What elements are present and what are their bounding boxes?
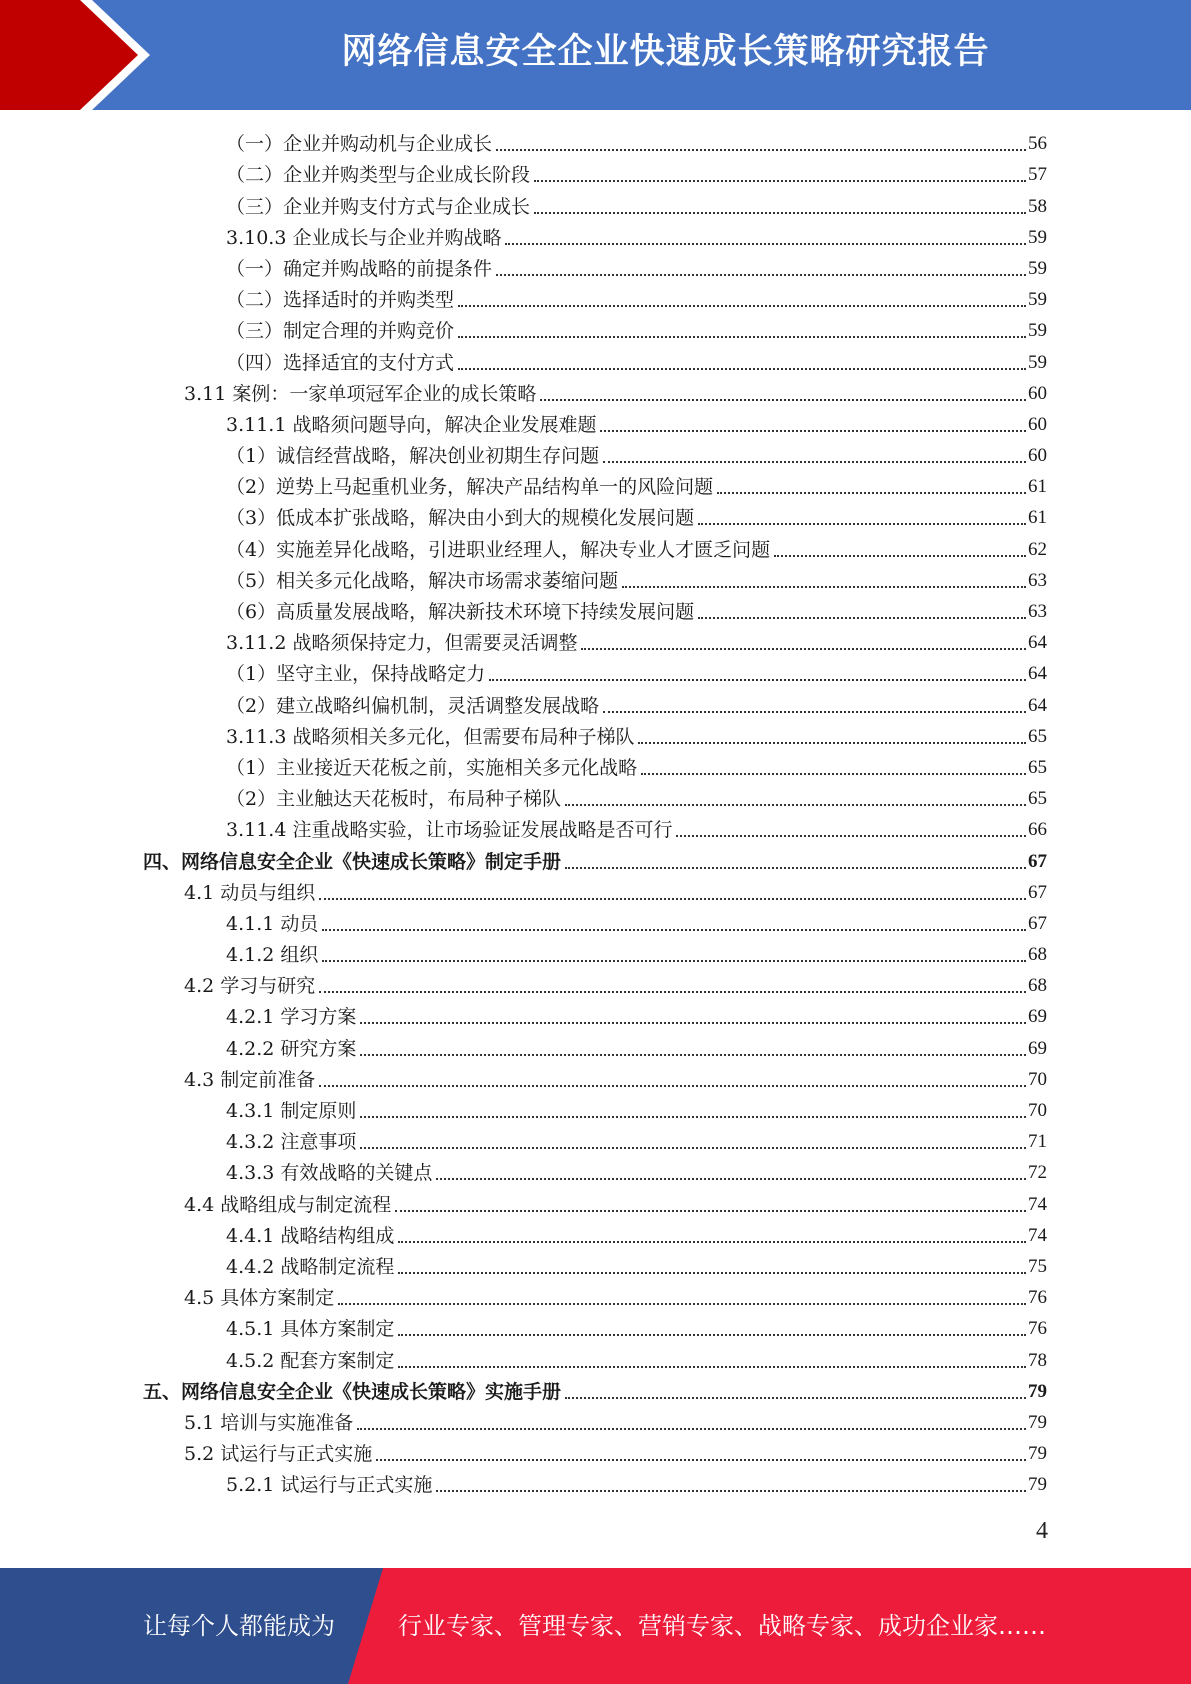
toc-entry[interactable] (0, 1469, 1191, 1500)
toc-entry[interactable] (0, 1344, 1191, 1375)
toc-entry-page: 68 (1028, 944, 1047, 966)
toc-entry-title: （2）建立战略纠偏机制，灵活调整发展战略 (226, 694, 600, 717)
toc-entry-title: 4.4 战略组成与制定流程 (184, 1193, 392, 1216)
toc-dot-leader (458, 336, 1026, 338)
toc-entry-title: 5.1 培训与实施准备 (184, 1411, 354, 1434)
toc-entry-page: 79 (1028, 1474, 1047, 1496)
toc-entry-page: 64 (1028, 632, 1047, 654)
toc-dot-leader (319, 991, 1026, 993)
toc-entry[interactable] (0, 1188, 1191, 1219)
toc-entry[interactable] (0, 409, 1191, 440)
toc-entry[interactable] (0, 970, 1191, 1001)
toc-dot-leader (717, 492, 1026, 494)
toc-entry-page: 65 (1028, 725, 1047, 747)
toc-entry-title: （3）低成本扩张战略，解决由小到大的规模化发展问题 (226, 507, 695, 530)
toc-dot-leader (338, 1303, 1026, 1305)
toc-entry-title: 4.1.2 组织 (226, 944, 319, 967)
toc-entry-title: 4.3 制定前准备 (184, 1068, 316, 1091)
toc-entry-title: （二）选择适时的并购类型 (226, 289, 455, 312)
toc-entry-title: 4.3.2 注意事项 (226, 1131, 357, 1154)
toc-entry[interactable] (0, 783, 1191, 814)
toc-entry-page: 59 (1028, 289, 1047, 311)
toc-entry-title: 4.1 动员与组织 (184, 881, 316, 904)
toc-entry-page: 75 (1028, 1255, 1047, 1277)
toc-entry-title: 4.1.1 动员 (226, 912, 319, 935)
toc-entry-title: 3.11.3 战略须相关多元化，但需要布局种子梯队 (226, 725, 635, 748)
toc-dot-leader (581, 648, 1026, 650)
toc-dot-leader (698, 523, 1026, 525)
toc-entry-title: （二）企业并购类型与企业成长阶段 (226, 164, 531, 187)
toc-dot-leader (774, 555, 1026, 557)
toc-entry-page: 79 (1028, 1411, 1047, 1433)
toc-entry-title: （2）逆势上马起重机业务，解决产品结构单一的风险问题 (226, 476, 714, 499)
toc-entry-page: 58 (1028, 195, 1047, 217)
toc-dot-leader (398, 1241, 1026, 1243)
report-title: 网络信息安全企业快速成长策略研究报告 (341, 32, 990, 72)
toc-entry[interactable] (0, 190, 1191, 221)
toc-entry[interactable] (0, 1064, 1191, 1095)
toc-entry[interactable] (0, 315, 1191, 346)
toc-entry-title: （三）制定合理的并购竞价 (226, 320, 455, 343)
toc-entry[interactable] (0, 1313, 1191, 1344)
toc-entry[interactable] (0, 346, 1191, 377)
table-of-contents (0, 128, 1191, 1500)
toc-entry-title: （5）相关多元化战略，解决市场需求萎缩问题 (226, 569, 619, 592)
toc-dot-leader (698, 617, 1026, 619)
toc-entry-page: 67 (1028, 850, 1047, 872)
toc-entry[interactable] (0, 596, 1191, 627)
toc-dot-leader (489, 679, 1026, 681)
toc-entry-title: 5.2.1 试运行与正式实施 (226, 1474, 433, 1497)
toc-entry[interactable] (0, 1282, 1191, 1313)
toc-dot-leader (600, 430, 1026, 432)
toc-entry[interactable] (0, 877, 1191, 908)
toc-entry-title: 4.2.1 学习方案 (226, 1006, 357, 1029)
toc-entry-page: 59 (1028, 351, 1047, 373)
toc-entry[interactable] (0, 128, 1191, 159)
toc-entry-page: 71 (1028, 1131, 1047, 1153)
toc-entry-page: 61 (1028, 476, 1047, 498)
toc-dot-leader (565, 1397, 1026, 1399)
toc-entry-page: 66 (1028, 819, 1047, 841)
toc-entry-page: 74 (1028, 1224, 1047, 1246)
toc-entry-title: 3.11.4 注重战略实验，让市场验证发展战略是否可行 (226, 819, 673, 842)
toc-entry[interactable] (0, 440, 1191, 471)
toc-dot-leader (534, 180, 1026, 182)
toc-entry-title: （1）坚守主业，保持战略定力 (226, 663, 486, 686)
toc-entry-title: （1）主业接近天花板之前，实施相关多元化战略 (226, 756, 638, 779)
toc-entry-title: 4.5.1 具体方案制定 (226, 1318, 395, 1341)
toc-dot-leader (398, 1334, 1026, 1336)
toc-dot-leader (360, 1054, 1026, 1056)
toc-dot-leader (565, 804, 1026, 806)
toc-entry-page: 64 (1028, 663, 1047, 685)
toc-entry-page: 59 (1028, 226, 1047, 248)
toc-entry[interactable] (0, 689, 1191, 720)
toc-entry-page: 63 (1028, 569, 1047, 591)
toc-entry[interactable] (0, 253, 1191, 284)
toc-entry[interactable] (0, 908, 1191, 939)
toc-entry[interactable] (0, 1157, 1191, 1188)
toc-entry-page: 59 (1028, 320, 1047, 342)
toc-entry-page: 78 (1028, 1349, 1047, 1371)
toc-dot-leader (676, 835, 1026, 837)
toc-entry[interactable] (0, 814, 1191, 845)
toc-entry-title: 4.4.2 战略制定流程 (226, 1255, 395, 1278)
toc-entry-title: 4.3.1 制定原则 (226, 1100, 357, 1122)
toc-dot-leader (376, 1459, 1026, 1461)
toc-entry-page: 60 (1028, 445, 1047, 467)
toc-dot-leader (641, 773, 1026, 775)
toc-entry-page: 69 (1028, 1006, 1047, 1028)
toc-entry-page: 60 (1028, 413, 1047, 435)
toc-entry-page: 56 (1028, 133, 1047, 155)
toc-dot-leader (505, 243, 1026, 245)
toc-entry-page: 67 (1028, 912, 1047, 934)
toc-entry[interactable] (0, 222, 1191, 253)
toc-dot-leader (458, 368, 1026, 370)
toc-entry-title: 4.4.1 战略结构组成 (226, 1224, 395, 1247)
toc-entry-page: 61 (1028, 507, 1047, 529)
toc-entry-page: 65 (1028, 788, 1047, 810)
toc-entry-title: （一）企业并购动机与企业成长 (226, 133, 493, 156)
toc-entry-title: （三）企业并购支付方式与企业成长 (226, 195, 531, 218)
toc-entry-page: 79 (1028, 1443, 1047, 1465)
toc-dot-leader (360, 1116, 1026, 1118)
toc-entry[interactable] (0, 1376, 1191, 1407)
toc-entry-page: 65 (1028, 756, 1047, 778)
toc-entry[interactable] (0, 658, 1191, 689)
toc-entry[interactable] (0, 721, 1191, 752)
toc-entry-page: 67 (1028, 881, 1047, 903)
toc-entry[interactable] (0, 1407, 1191, 1438)
toc-entry-title: （4）实施差异化战略，引进职业经理人，解决专业人才匮乏问题 (226, 538, 771, 561)
toc-entry-title: （一）确定并购战略的前提条件 (226, 257, 493, 280)
toc-entry[interactable] (0, 1220, 1191, 1251)
toc-dot-leader (319, 1085, 1026, 1087)
toc-entry-title: （2）主业触达天花板时，布局种子梯队 (226, 788, 562, 811)
toc-dot-leader (534, 212, 1026, 214)
toc-dot-leader (638, 742, 1026, 744)
toc-entry[interactable] (0, 284, 1191, 315)
toc-entry[interactable] (0, 1438, 1191, 1469)
toc-entry-title: 五、网络信息安全企业《快速成长策略》实施手册 (143, 1380, 562, 1403)
toc-entry-page: 57 (1028, 164, 1047, 186)
toc-dot-leader (395, 1210, 1026, 1212)
toc-entry[interactable] (0, 502, 1191, 533)
toc-dot-leader (360, 1022, 1026, 1024)
toc-dot-leader (458, 305, 1026, 307)
toc-entry-page: 74 (1028, 1193, 1047, 1215)
toc-entry[interactable] (0, 159, 1191, 190)
toc-entry-page: 68 (1028, 975, 1047, 997)
toc-entry[interactable] (0, 533, 1191, 564)
toc-entry-title: 4.3.3 有效战略的关键点 (226, 1162, 433, 1185)
toc-entry[interactable] (0, 1095, 1191, 1126)
toc-entry[interactable] (0, 1001, 1191, 1032)
toc-dot-leader (436, 1178, 1026, 1180)
toc-dot-leader (565, 867, 1026, 869)
toc-entry[interactable] (0, 471, 1191, 502)
toc-entry-page: 76 (1028, 1287, 1047, 1309)
toc-entry-page: 62 (1028, 538, 1047, 560)
page-number: 4 (1036, 1518, 1048, 1544)
toc-entry-page: 72 (1028, 1162, 1047, 1184)
toc-entry-page: 79 (1028, 1380, 1047, 1402)
toc-entry[interactable] (0, 565, 1191, 596)
toc-entry-page: 59 (1028, 257, 1047, 279)
footer-slogan-left: 让每个人都能成为 (143, 1612, 335, 1640)
toc-dot-leader (496, 274, 1026, 276)
toc-entry[interactable] (0, 627, 1191, 658)
toc-dot-leader (540, 399, 1026, 401)
toc-entry[interactable] (0, 845, 1191, 876)
toc-entry-title: 3.11 案例：一家单项冠军企业的成长策略 (184, 382, 537, 405)
footer-banner (0, 1568, 1191, 1684)
toc-entry[interactable] (0, 939, 1191, 970)
toc-dot-leader (319, 898, 1026, 900)
toc-entry-page: 60 (1028, 382, 1047, 404)
toc-entry-title: 3.11.2 战略须保持定力，但需要灵活调整 (226, 632, 578, 655)
toc-entry-title: 4.2.2 研究方案 (226, 1037, 357, 1060)
toc-entry[interactable] (0, 752, 1191, 783)
toc-entry-title: 3.10.3 企业成长与企业并购战略 (226, 226, 502, 249)
toc-entry[interactable] (0, 1032, 1191, 1063)
toc-dot-leader (322, 960, 1026, 962)
toc-entry-page: 69 (1028, 1037, 1047, 1059)
toc-dot-leader (360, 1147, 1026, 1149)
toc-dot-leader (603, 711, 1026, 713)
toc-entry-page: 70 (1028, 1100, 1047, 1121)
toc-dot-leader (398, 1272, 1026, 1274)
toc-entry-title: 4.5 具体方案制定 (184, 1287, 335, 1310)
toc-dot-leader (622, 586, 1026, 588)
toc-dot-leader (357, 1428, 1026, 1430)
toc-dot-leader (436, 1490, 1026, 1492)
footer-slogan-right: 行业专家、管理专家、营销专家、战略专家、成功企业家…… (398, 1612, 1046, 1640)
toc-entry-title: 4.5.2 配套方案制定 (226, 1349, 395, 1372)
toc-entry-page: 64 (1028, 694, 1047, 716)
toc-dot-leader (496, 149, 1026, 151)
toc-dot-leader (398, 1366, 1026, 1368)
toc-entry-title: （1）诚信经营战略，解决创业初期生存问题 (226, 445, 600, 468)
chevron-arrow-icon (0, 0, 150, 110)
toc-entry-title: （6）高质量发展战略，解决新技术环境下持续发展问题 (226, 601, 695, 623)
header-banner (0, 0, 1191, 110)
toc-entry[interactable] (0, 1251, 1191, 1282)
toc-entry-title: （四）选择适宜的支付方式 (226, 351, 455, 374)
toc-entry[interactable] (0, 378, 1191, 409)
toc-dot-leader (603, 461, 1026, 463)
toc-dot-leader (322, 929, 1026, 931)
toc-entry[interactable] (0, 1126, 1191, 1157)
toc-entry-page: 70 (1028, 1068, 1047, 1090)
toc-entry-title: 4.2 学习与研究 (184, 975, 316, 998)
toc-entry-title: 5.2 试运行与正式实施 (184, 1443, 373, 1466)
toc-entry-title: 3.11.1 战略须问题导向，解决企业发展难题 (226, 413, 597, 436)
toc-entry-page: 76 (1028, 1318, 1047, 1340)
toc-entry-title: 四、网络信息安全企业《快速成长策略》制定手册 (143, 850, 562, 873)
toc-entry-page: 63 (1028, 601, 1047, 622)
